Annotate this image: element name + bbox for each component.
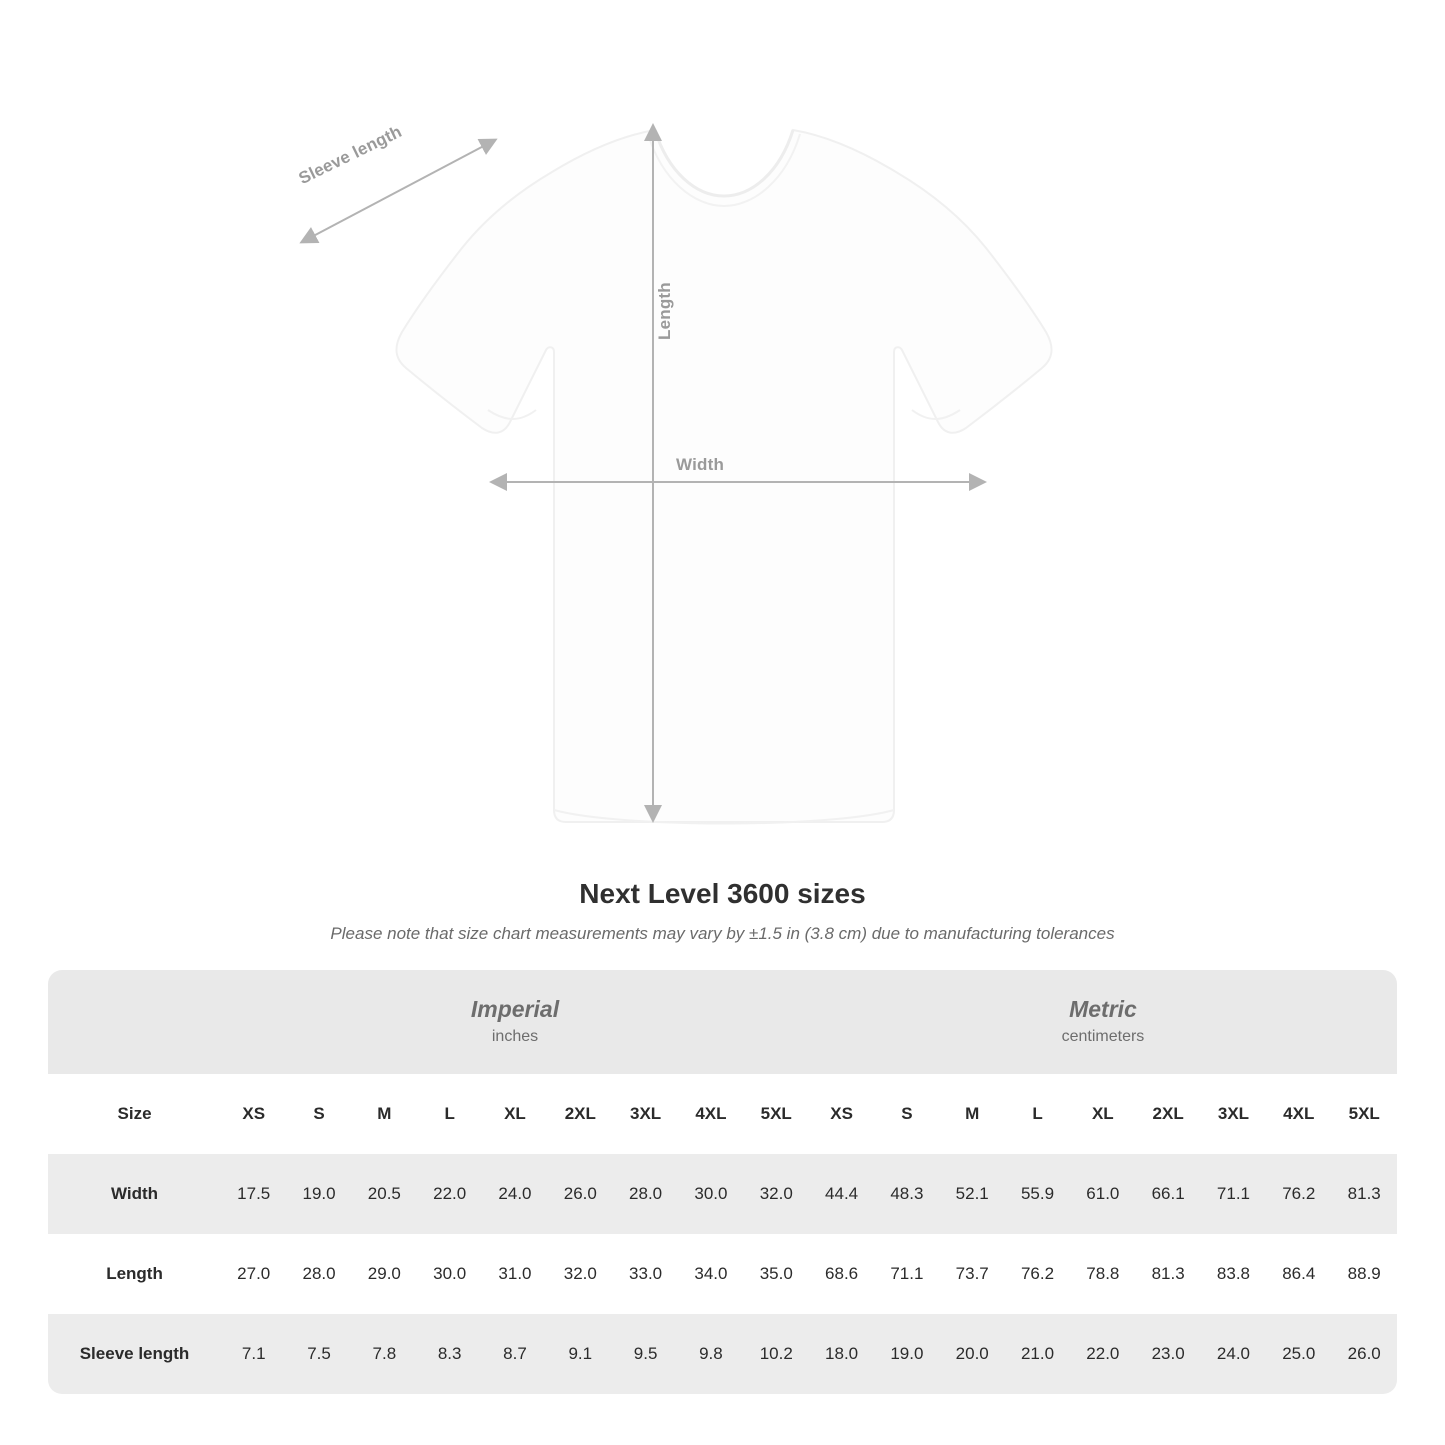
row-label-sleeve-length: Sleeve length: [48, 1314, 221, 1394]
size-header-metric-xl: XL: [1070, 1074, 1135, 1154]
size-header-metric-xs: XS: [809, 1074, 874, 1154]
size-header-metric-s: S: [874, 1074, 939, 1154]
size-header-metric-m: M: [940, 1074, 1005, 1154]
length-label: Length: [655, 282, 674, 340]
size-header-metric-2xl: 2XL: [1135, 1074, 1200, 1154]
unit-imperial-cell: [221, 970, 809, 1074]
cell-sleeve-metric-2xl: 23.0: [1135, 1314, 1200, 1394]
cell-width-imperial-3xl: 28.0: [613, 1154, 678, 1234]
cell-width-metric-3xl: 71.1: [1201, 1154, 1266, 1234]
cell-length-metric-3xl: 83.8: [1201, 1234, 1266, 1314]
size-header-metric-3xl: 3XL: [1201, 1074, 1266, 1154]
cell-length-imperial-xl: 31.0: [482, 1234, 547, 1314]
unit-header-row: [48, 970, 1397, 1074]
cell-width-imperial-xl: 24.0: [482, 1154, 547, 1234]
cell-sleeve-metric-s: 19.0: [874, 1314, 939, 1394]
cell-sleeve-imperial-5xl: 10.2: [744, 1314, 809, 1394]
cell-length-imperial-s: 28.0: [286, 1234, 351, 1314]
unit-metric-sub: centimeters: [1061, 1027, 1145, 1045]
cell-length-metric-l: 76.2: [1005, 1234, 1070, 1314]
cell-width-metric-xs: 44.4: [809, 1154, 874, 1234]
cell-width-imperial-xs: 17.5: [221, 1154, 286, 1234]
cell-sleeve-imperial-m: 7.8: [352, 1314, 417, 1394]
size-header-imperial-l: L: [417, 1074, 482, 1154]
cell-width-imperial-m: 20.5: [352, 1154, 417, 1234]
cell-width-imperial-l: 22.0: [417, 1154, 482, 1234]
size-table-wrapper: [48, 970, 1397, 1394]
cell-length-imperial-l: 30.0: [417, 1234, 482, 1314]
unit-spacer-cell: [48, 970, 221, 1074]
page-title: Next Level 3600 sizes: [579, 878, 866, 909]
size-header-metric-5xl: 5XL: [1331, 1074, 1397, 1154]
cell-sleeve-metric-5xl: 26.0: [1331, 1314, 1397, 1394]
cell-sleeve-imperial-s: 7.5: [286, 1314, 351, 1394]
cell-sleeve-metric-xs: 18.0: [809, 1314, 874, 1394]
cell-width-imperial-5xl: 32.0: [744, 1154, 809, 1234]
size-header-label: Size: [48, 1074, 221, 1154]
size-header-metric-l: L: [1005, 1074, 1070, 1154]
cell-width-metric-l: 55.9: [1005, 1154, 1070, 1234]
cell-length-imperial-m: 29.0: [352, 1234, 417, 1314]
cell-width-metric-2xl: 66.1: [1135, 1154, 1200, 1234]
size-table: [48, 970, 1397, 1394]
cell-width-metric-s: 48.3: [874, 1154, 939, 1234]
cell-width-metric-xl: 61.0: [1070, 1154, 1135, 1234]
size-header-imperial-2xl: 2XL: [548, 1074, 613, 1154]
cell-length-metric-5xl: 88.9: [1331, 1234, 1397, 1314]
cell-sleeve-imperial-xs: 7.1: [221, 1314, 286, 1394]
cell-length-imperial-2xl: 32.0: [548, 1234, 613, 1314]
table-row: [48, 1154, 1397, 1234]
size-header-imperial-xl: XL: [482, 1074, 547, 1154]
tshirt-shape: [396, 130, 1051, 824]
cell-length-imperial-xs: 27.0: [221, 1234, 286, 1314]
cell-sleeve-imperial-l: 8.3: [417, 1314, 482, 1394]
cell-length-metric-s: 71.1: [874, 1234, 939, 1314]
unit-imperial-title: Imperial: [470, 995, 560, 1022]
size-header-metric-4xl: 4XL: [1266, 1074, 1331, 1154]
cell-length-metric-2xl: 81.3: [1135, 1234, 1200, 1314]
size-header-imperial-3xl: 3XL: [613, 1074, 678, 1154]
table-row: [48, 1234, 1397, 1314]
title-block: [0, 878, 1445, 944]
cell-width-imperial-2xl: 26.0: [548, 1154, 613, 1234]
size-header-imperial-5xl: 5XL: [744, 1074, 809, 1154]
cell-sleeve-imperial-xl: 8.7: [482, 1314, 547, 1394]
cell-length-metric-xl: 78.8: [1070, 1234, 1135, 1314]
cell-length-imperial-5xl: 35.0: [744, 1234, 809, 1314]
cell-length-imperial-3xl: 33.0: [613, 1234, 678, 1314]
cell-length-imperial-4xl: 34.0: [678, 1234, 743, 1314]
cell-sleeve-imperial-4xl: 9.8: [678, 1314, 743, 1394]
size-header-imperial-4xl: 4XL: [678, 1074, 743, 1154]
size-header-row: [48, 1074, 1397, 1154]
cell-width-metric-m: 52.1: [940, 1154, 1005, 1234]
cell-sleeve-metric-xl: 22.0: [1070, 1314, 1135, 1394]
width-label: Width: [676, 455, 725, 474]
cell-sleeve-imperial-3xl: 9.5: [613, 1314, 678, 1394]
cell-width-imperial-s: 19.0: [286, 1154, 351, 1234]
cell-length-metric-4xl: 86.4: [1266, 1234, 1331, 1314]
size-header-imperial-xs: XS: [221, 1074, 286, 1154]
row-label-length: Length: [48, 1234, 221, 1314]
cell-sleeve-metric-4xl: 25.0: [1266, 1314, 1331, 1394]
cell-width-metric-4xl: 76.2: [1266, 1154, 1331, 1234]
cell-sleeve-metric-l: 21.0: [1005, 1314, 1070, 1394]
cell-sleeve-metric-3xl: 24.0: [1201, 1314, 1266, 1394]
table-row: [48, 1314, 1397, 1394]
cell-sleeve-imperial-2xl: 9.1: [548, 1314, 613, 1394]
cell-length-metric-m: 73.7: [940, 1234, 1005, 1314]
cell-length-metric-xs: 68.6: [809, 1234, 874, 1314]
unit-metric-cell: [809, 970, 1397, 1074]
unit-imperial-sub: inches: [491, 1027, 539, 1045]
cell-sleeve-metric-m: 20.0: [940, 1314, 1005, 1394]
size-header-imperial-s: S: [286, 1074, 351, 1154]
sleeve-length-label: Sleeve length: [295, 121, 405, 189]
size-header-imperial-m: M: [352, 1074, 417, 1154]
row-label-width: Width: [48, 1154, 221, 1234]
cell-width-metric-5xl: 81.3: [1331, 1154, 1397, 1234]
unit-metric-title: Metric: [1069, 995, 1137, 1022]
cell-width-imperial-4xl: 30.0: [678, 1154, 743, 1234]
tolerance-note: Please note that size chart measurements may vary by ±1.5 in (3.8 cm) due to manufacturing tolerances: [330, 924, 1115, 943]
